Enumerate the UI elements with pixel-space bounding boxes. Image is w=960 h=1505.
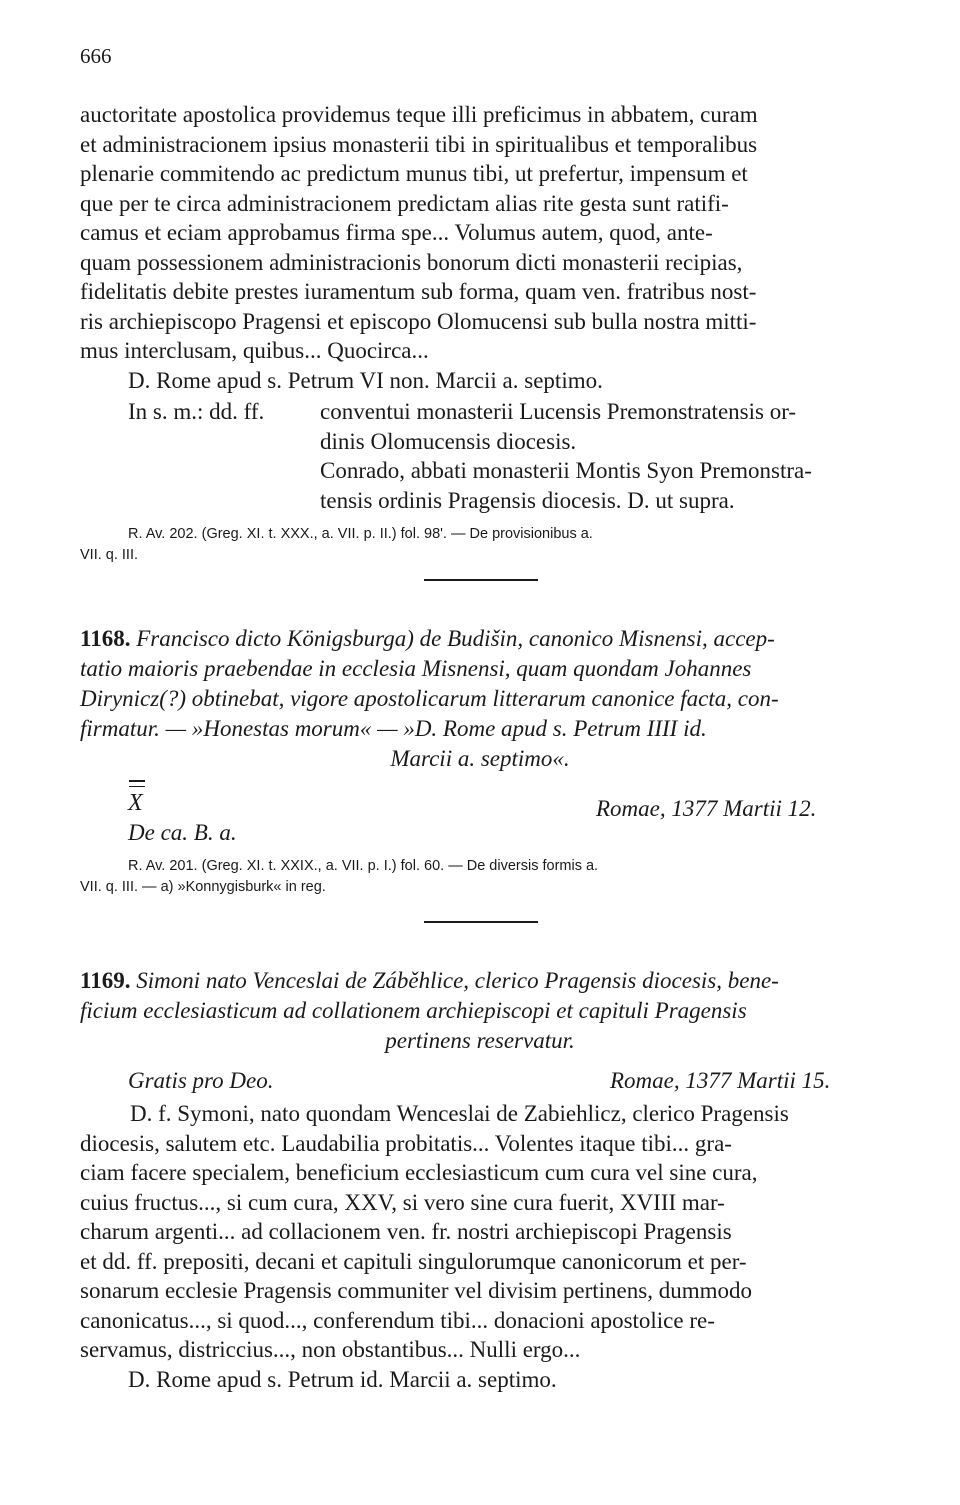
footnote-register — [80, 856, 880, 898]
footnote-line: VII. q. III. — [80, 547, 139, 563]
entry-number: 1168. — [80, 626, 131, 651]
text-line: plenarie commitendo ac predictum munus tibi, ut prefertur, impensum et — [80, 161, 748, 186]
text-line: diocesis, salutem etc. Laudabilia probitatis... Volentes itaque tibi... gra- — [80, 1130, 732, 1156]
heading-last-line: Marcii a. septimo«. — [390, 746, 570, 771]
text-line: et administracionem ipsius monasterii tibi in spiritualibus et temporalibus — [80, 131, 758, 157]
place-date: Romae, 1377 Martii 12. — [596, 796, 817, 821]
in-eundem-line: dinis Olomucensis diocesis. — [320, 428, 577, 454]
page-number: 666 — [80, 44, 112, 68]
date-line: D. Rome apud s. Petrum VI non. Marcii a. septimo. — [128, 368, 603, 393]
text-line: ciam facere specialem, beneficium ecclesiasticum cum cura vel sine cura, — [80, 1160, 758, 1185]
heading-text: Simoni nato Venceslai de Záběhlice, clerico Pragensis diocesis, bene- — [136, 968, 779, 993]
in-eundem-line: Conrado, abbati monasterii Montis Syon Premonstra- — [320, 458, 812, 483]
top-paragraph — [80, 100, 880, 366]
signature-mark: X — [128, 790, 143, 816]
heading-line — [80, 966, 880, 996]
in-eundem-line: conventui monasterii Lucensis Premonstratensis or- — [320, 399, 797, 424]
in-eundem-entries — [320, 397, 875, 515]
text-line: ris archiepiscopo Pragensi et episcopo Olomucensi sub bulla nostra mitti- — [80, 308, 757, 334]
entry-1168-heading — [80, 624, 880, 744]
entry-number: 1169. — [80, 968, 131, 993]
text-line: auctoritate apostolica providemus teque illi preficimus in abbatem, curam — [80, 102, 758, 127]
heading-line: firmatur. — »Honestas morum« — »D. Rome apud s. Petrum IIII id. — [80, 716, 707, 741]
date-line: D. Rome apud s. Petrum id. Marcii a. septimo. — [128, 1367, 557, 1392]
text-line: D. f. Symoni, nato quondam Wenceslai de Zabiehlicz, clerico Pragensis — [130, 1101, 789, 1126]
section-divider — [424, 579, 538, 581]
text-line: camus et eciam approbamus firma spe... Volumus autem, quod, ante- — [80, 220, 713, 245]
footnote-register — [80, 524, 880, 566]
in-eundem-line: tensis ordinis Pragensis diocesis. D. ut supra. — [320, 487, 735, 513]
heading-last-line: pertinens reservatur. — [385, 1028, 575, 1053]
heading-line — [80, 624, 880, 654]
section-divider — [424, 921, 538, 923]
text-line: et dd. ff. prepositi, decani et capituli singulorumque canonicorum et per- — [80, 1248, 747, 1274]
entry-1169-body — [80, 1099, 880, 1365]
text-line: sonarum ecclesie Pragensis communiter vel divisim pertinens, dummodo — [80, 1278, 752, 1303]
text-line: charum argenti... ad collacionem ven. fr. nostri archiepiscopi Pragensis — [80, 1219, 732, 1244]
place-date: Romae, 1377 Martii 15. — [610, 1068, 831, 1093]
footnote-line: VII. q. III. — a) »Konnygisburk« in reg. — [80, 879, 326, 895]
heading-text: Francisco dicto Königsburga) de Budišin, canonico Misnensi, accep- — [136, 626, 775, 651]
entry-1169-heading — [80, 966, 880, 1026]
signature-sub: De ca. B. a. — [128, 820, 237, 845]
footnote-line: R. Av. 202. (Greg. XI. t. XXX., a. VII. p. II.) fol. 98'. — De provisionibus a. — [128, 526, 593, 542]
footnote-line: R. Av. 201. (Greg. XI. t. XXIX., a. VII. p. I.) fol. 60. — De diversis formis a. — [128, 858, 599, 874]
heading-line: Dirynicz(?) obtinebat, vigore apostolicarum litterarum canonice facta, con- — [80, 686, 779, 711]
gratis-note: Gratis pro Deo. — [128, 1068, 274, 1093]
heading-line: tatio maioris praebendae in ecclesia Misnensi, quam quondam Johannes — [80, 656, 752, 681]
text-line: servamus, districcius..., non obstantibus... Nulli ergo... — [80, 1337, 581, 1362]
in-eundem-label: In s. m.: dd. ff. — [128, 399, 265, 424]
text-line: quam possessionem administracionis bonorum dicti monasterii recipias, — [80, 249, 743, 275]
text-line: que per te circa administracionem predictam alias rite gesta sunt ratifi- — [80, 190, 729, 216]
text-line: fidelitatis debite prestes iuramentum sub forma, quam ven. fratribus nost- — [80, 279, 757, 304]
heading-line: ficium ecclesiasticum ad collationem archiepiscopi et capituli Pragensis — [80, 998, 747, 1023]
text-line: canonicatus..., si quod..., conferendum tibi... donacioni apostolice re- — [80, 1307, 715, 1333]
text-line: mus interclusam, quibus... Quocirca... — [80, 338, 429, 363]
text-line: cuius fructus..., si cum cura, XXV, si vero sine cura fuerit, XVIII mar- — [80, 1189, 725, 1215]
